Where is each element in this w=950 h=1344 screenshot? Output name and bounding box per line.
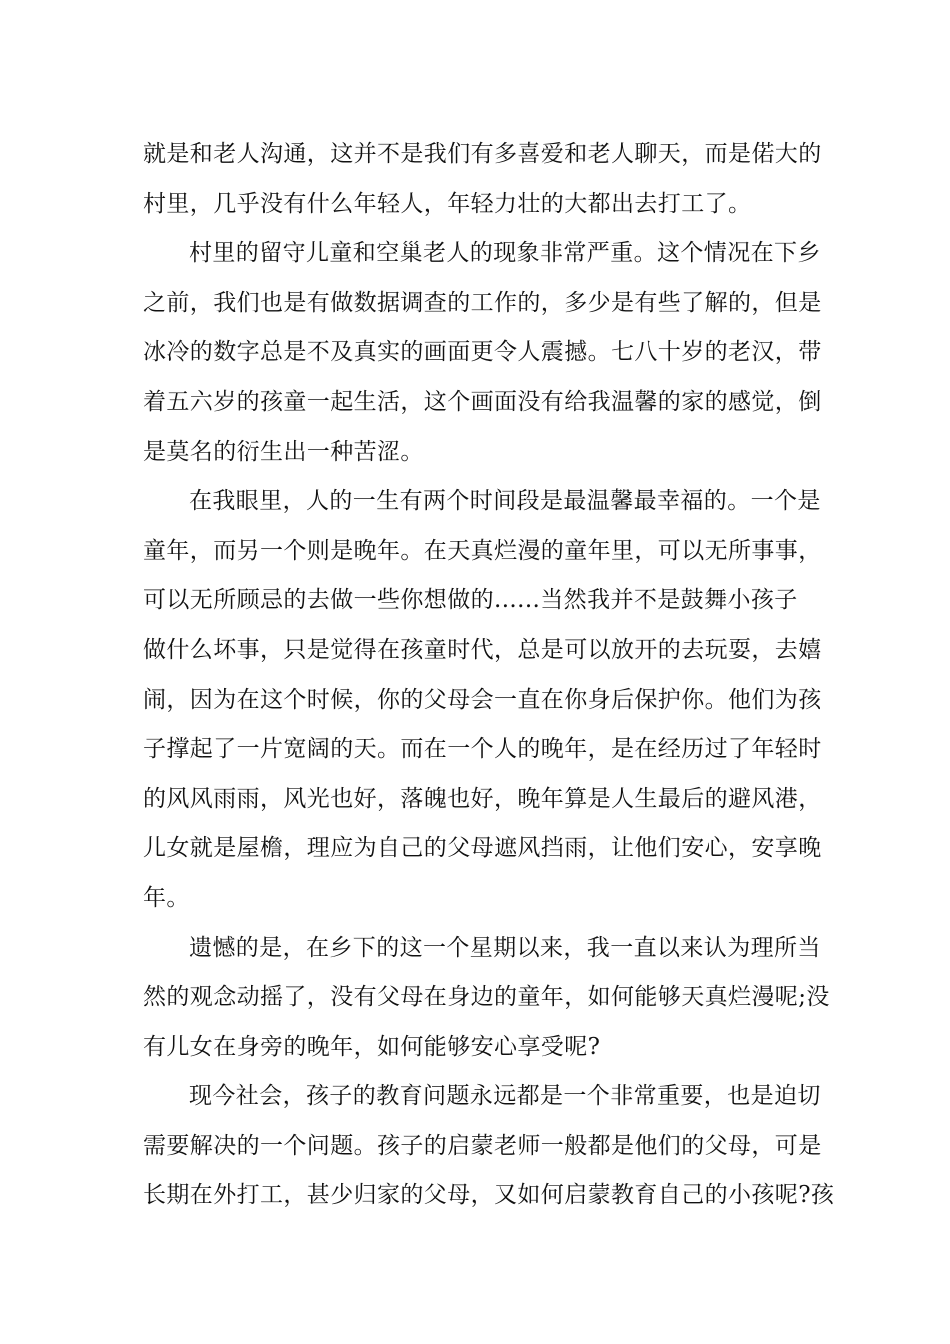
text-line: 有儿女在身旁的晚年，如何能够安心享受呢? xyxy=(143,1033,601,1060)
text-line: 是莫名的衍生出一种苦涩。 xyxy=(143,438,424,465)
text-line: 年。 xyxy=(143,884,190,911)
text-line: 村里，几乎没有什么年轻人，年轻力壮的大都出去打工了。 xyxy=(143,190,752,217)
text-line: 做什么坏事，只是觉得在孩童时代，总是可以放开的去玩耍，去嬉 xyxy=(143,636,822,663)
paragraph-first-line: 在我眼里，人的一生有两个时间段是最温馨最幸福的。一个是 xyxy=(189,488,821,515)
text-line: 长期在外打工，甚少归家的父母，又如何启蒙教育自己的小孩呢?孩 xyxy=(143,1182,835,1209)
paragraph-first-line: 遗憾的是，在乡下的这一个星期以来，我一直以来认为理所当 xyxy=(189,934,821,961)
text-line: 闹，因为在这个时候，你的父母会一直在你身后保护你。他们为孩 xyxy=(143,686,822,713)
text-line: 之前，我们也是有做数据调查的工作的，多少是有些了解的，但是 xyxy=(143,289,822,316)
paragraph-first-line: 现今社会，孩子的教育问题永远都是一个非常重要，也是迫切 xyxy=(189,1083,821,1110)
text-line: 着五六岁的孩童一起生活，这个画面没有给我温馨的家的感觉，倒 xyxy=(143,388,822,415)
text-line: 然的观念动摇了，没有父母在身边的童年，如何能够天真烂漫呢;没 xyxy=(143,984,830,1011)
text-line: 冰冷的数字总是不及真实的画面更令人震撼。七八十岁的老汉，带 xyxy=(143,339,822,366)
paragraph-first-line: 村里的留守儿童和空巢老人的现象非常严重。这个情况在下乡 xyxy=(189,240,821,267)
text-line: 儿女就是屋檐，理应为自己的父母遮风挡雨，让他们安心，安享晚 xyxy=(143,835,822,862)
text-line: 子撑起了一片宽阔的天。而在一个人的晚年，是在经历过了年轻时 xyxy=(143,736,822,763)
text-line: 童年，而另一个则是晚年。在天真烂漫的童年里，可以无所事事， xyxy=(143,537,822,564)
body-text xyxy=(143,130,835,1221)
text-line: 需要解决的一个问题。孩子的启蒙老师一般都是他们的父母，可是 xyxy=(143,1132,822,1159)
text-line: 的风风雨雨，风光也好，落魄也好，晚年算是人生最后的避风港， xyxy=(143,785,822,812)
text-line: 就是和老人沟通，这并不是我们有多喜爱和老人聊天，而是偌大的 xyxy=(143,141,822,167)
text-line: 可以无所顾忌的去做一些你想做的......当然我并不是鼓舞小孩子 xyxy=(143,587,798,614)
